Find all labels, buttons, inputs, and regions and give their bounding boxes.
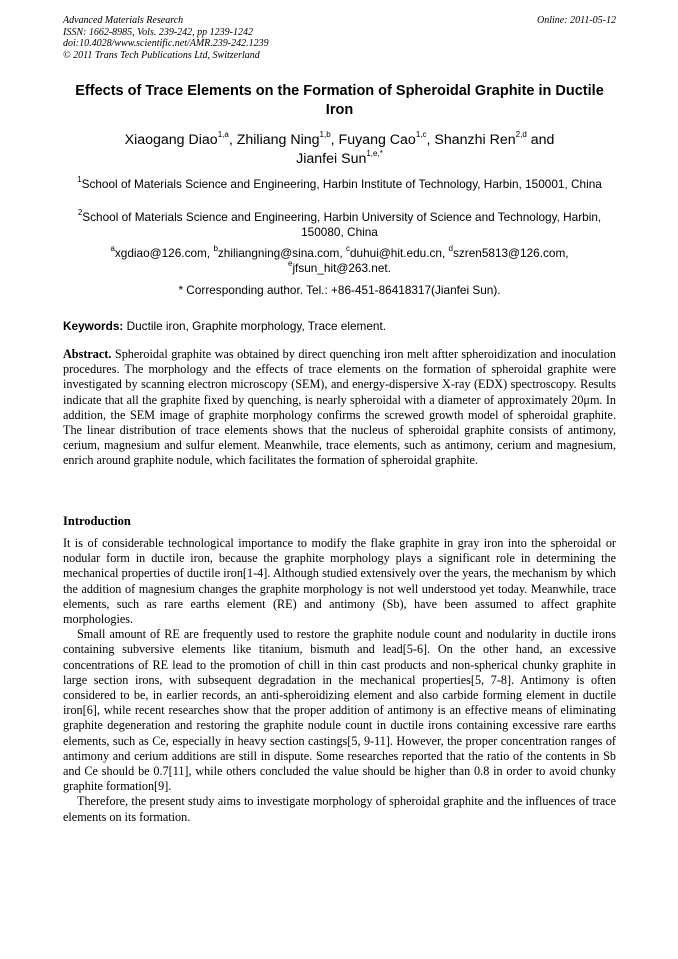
affiliation-2: $^2$School of Materials Science and Engineering, Harbin University of Science and Technology, Harbin, 150080, China — [77, 208, 602, 239]
email-list: $^a$xgdiao@126.com, $^b$zhiliangning@sina.com, $^c$duhui@hit.edu.cn, $^d$szren5813@126.com, $^e$jfsun_hit@263.net. — [110, 244, 569, 275]
online-date: Online: 2011-05-12 — [537, 15, 616, 26]
keywords — [63, 319, 616, 334]
doi-line: doi:10.4028/www.scientific.net/AMR.239-242.1239 — [63, 38, 269, 49]
section-heading-introduction: Introduction — [63, 514, 131, 528]
email-link[interactable]: duhui@hit.edu.cn — [349, 246, 442, 260]
author: Zhiliang Ning$^{1,b}$ — [236, 130, 331, 148]
copyright-line: © 2011 Trans Tech Publications Ltd, Switzerland — [63, 49, 260, 61]
journal-header — [63, 15, 616, 61]
paragraph: Small amount of RE are frequently used to restore the graphite nodule count and nodularity in ductile irons containing subversive elements like titanium, bismuth and lead[5-6]. On the other hand, an excessive concentrations of RE lead to the promotion of chill in thin cast products and non-spherical chunky graphite in large section irons, with subsequent degradation in the mechanical properties[5, 7-8]. Antimony is often considered to be, in earlier records, an anti-spheroidizing element and also carbide forming element in ductile iron[6], while recent researches show that the proper addition of antimony is an effective means of eliminating graphite degeneration and restoring the graphite nodule count in ductile irons containing excessive rare earths elements, such as Ce, especially in heavy section castings[5, 9-11]. However, the proper concentration ranges of antimony and cerium additions are still in dispute. Some researches reported that the ratio of the contents in Sb and Ce should be 0.7[11], while others concluded the value should be higher than 0.8 in order to avoid chunky graphite formation[9]. — [63, 627, 616, 794]
abstract-text: Spheroidal graphite was obtained by direct quenching iron melt aftter spheroidization and inoculation procedures. The morphology and the effects of trace elements on the formation of spheroidal graphite were investigated by scanning electron microscopy (SEM), and energy-dispersive X-ray (EDX) spectroscopy. Results indicate that all the graphite fixed by quenching, is nearly spheroidal with a diameter of approximately 20μm. In addition, the SEM image of graphite morphology confirms the screwed growth model of spheroidal graphite. The linear distribution of trace elements shows that the nucleus of spheroidal graphite consists of antimony, cerium, magnesium and sulfur element. Meanwhile, trace elements, such as antimony, cerium and magnesium, enrich around graphite nodule, which facilitates the formation of spheroidal graphite. — [63, 347, 616, 468]
issn-line: ISSN: 1662-8985, Vols. 239-242, pp 1239-1242 — [63, 26, 253, 38]
author: Shanzhi Ren$^{2,d}$ — [434, 130, 527, 148]
author: Fuyang Cao$^{1,c}$ — [338, 130, 427, 148]
paper-title: Effects of Trace Elements on the Formation of Spheroidal Graphite in Ductile Iron — [75, 83, 604, 118]
email-link[interactable]: xgdiao@126.com — [114, 246, 207, 260]
journal-name: Advanced Materials Research — [63, 15, 184, 26]
abstract — [63, 347, 616, 469]
keywords-text: Ductile iron, Graphite morphology, Trace element. — [126, 319, 387, 333]
keywords-label: Keywords: — [63, 319, 124, 333]
corresponding-author: * Corresponding author. Tel.: +86-451-86418317(Jianfei Sun). — [178, 283, 501, 297]
email-link[interactable]: szren5813@126.com — [452, 246, 566, 260]
introduction-body — [63, 536, 616, 825]
email-link[interactable]: zhiliangning@sina.com — [217, 246, 340, 260]
author: Xiaogang Diao$^{1,a}$ — [124, 130, 229, 148]
email-link[interactable]: jfsun_hit@263.net. — [292, 261, 391, 275]
affiliation-1: $^1$School of Materials Science and Engineering, Harbin Institute of Technology, Harbin, 150001, China — [77, 175, 602, 191]
paragraph: Therefore, the present study aims to investigate morphology of spheroidal graphite and the influences of trace elements on its formation. — [63, 794, 616, 824]
author-list: Xiaogang Diao$^{1,a}$, Zhiliang Ning$^{1,b}$, Fuyang Cao$^{1,c}$, Shanzhi Ren$^{2,d}$ and Jianfei Sun$^{1,e,*}$ — [124, 130, 555, 167]
paragraph: It is of considerable technological importance to modify the flake graphite in gray iron into the spheroidal or nodular form in ductile iron, because the graphite morphology plays a significant role in determining the mechanical properties of ductile iron[1-4]. Although studied extensively over the years, the mechanism by which the addition of magnesium changes the graphite morphology is not well understood yet today. Meanwhile, trace elements, such as rare earths element (RE) and antimony (Sb), have been assumed to affect graphite morphologies. — [63, 536, 616, 627]
abstract-label: Abstract. — [63, 347, 112, 361]
author: Jianfei Sun$^{1,e,*}$ — [296, 149, 383, 167]
